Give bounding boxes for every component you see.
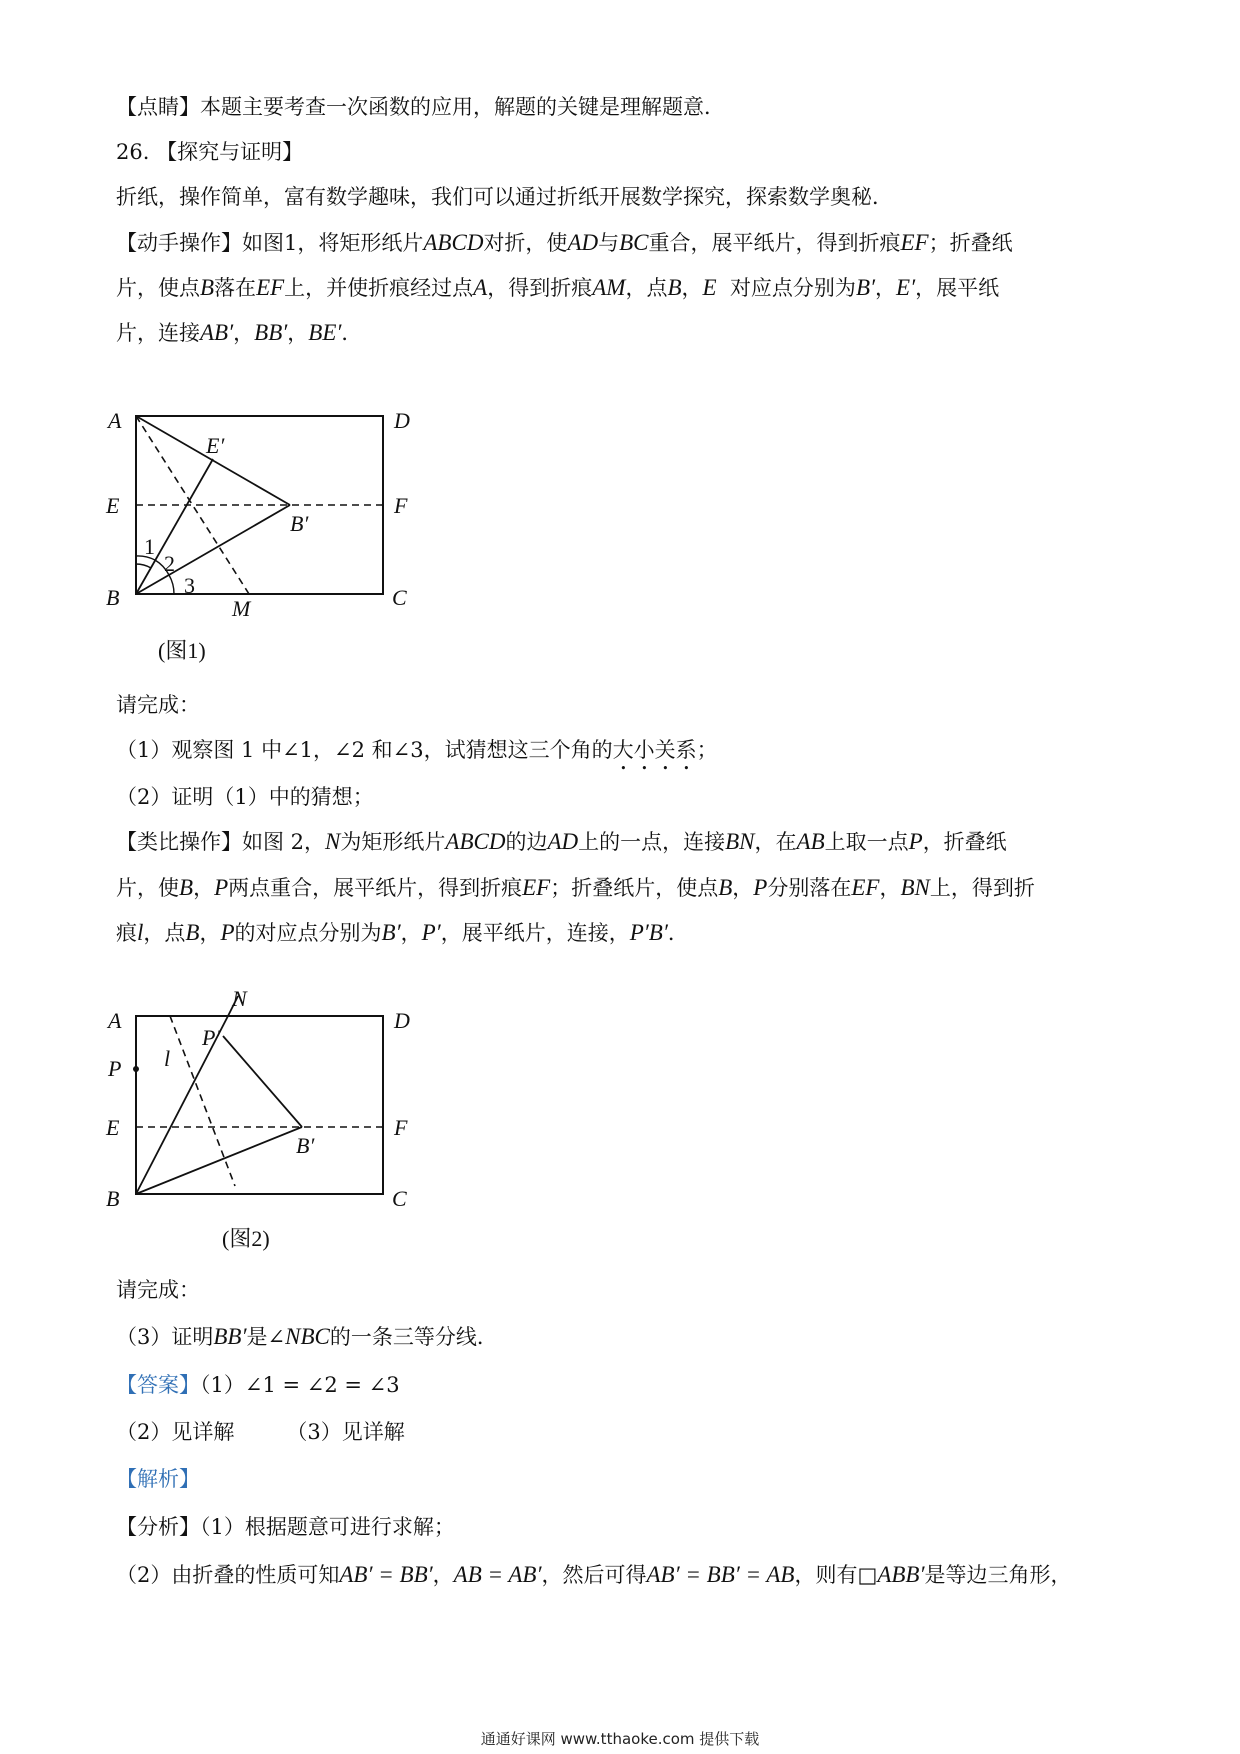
angle-label-3: 3 [184, 573, 195, 598]
label-p: P [108, 1056, 122, 1081]
text-segment: 与 [598, 231, 620, 255]
text-segment: ，点 [143, 921, 186, 945]
math-segment: B [667, 275, 682, 300]
text-segment: 的边 [505, 830, 548, 854]
math-segment: B [185, 920, 200, 945]
figure-2-caption: (图2) [222, 1226, 270, 1251]
math-segment: N [325, 829, 341, 854]
analysis-line-2 [116, 1560, 1072, 1590]
text-segment: ， [287, 321, 309, 345]
text-segment: ，折叠纸 [922, 830, 1007, 854]
text-segment: ， [233, 321, 255, 345]
text-segment: ， [732, 876, 754, 900]
angle-label-1: 1 [144, 534, 155, 559]
please-complete-text: 请完成： [116, 1278, 200, 1302]
math-segment: P′ [421, 920, 441, 945]
text-segment: ， [199, 921, 221, 945]
text-segment: 对折，使 [483, 231, 568, 255]
math-segment: A [473, 275, 488, 300]
math-segment: AB′ = BB′ = AB [646, 1562, 795, 1587]
segment-bb-prime [136, 505, 290, 594]
math-segment: B′ [855, 275, 876, 300]
text-segment: （1）观察图 1 中∠1，∠2 和∠3，试猜想这三个角的 [116, 738, 613, 762]
analogy-line-1 [116, 827, 1007, 857]
text-segment: 上取一点 [824, 830, 909, 854]
text-segment: 上的一点，连接 [578, 830, 726, 854]
text-segment: 上，并使折痕经过点 [284, 276, 474, 300]
figure-1-caption: (图1) [158, 638, 206, 663]
answer-2: （2）见详解 [116, 1420, 235, 1444]
question-2 [116, 782, 374, 812]
math-segment: P [214, 875, 229, 900]
segment-bb-prime [136, 1127, 302, 1194]
math-segment: BB′ [254, 320, 288, 345]
math-segment: BC [619, 230, 649, 255]
angle-label-2: 2 [164, 551, 175, 576]
figure-1 [100, 398, 440, 658]
analysis-tag-line [116, 1464, 200, 1494]
math-segment: BN [725, 829, 755, 854]
text-segment: 的对应点分别为 [234, 921, 382, 945]
text-segment: ，点 [625, 276, 668, 300]
math-segment: EF [256, 275, 285, 300]
emphasis-segment: 大小关系 [612, 738, 697, 762]
text-segment: 为矩形纸片 [340, 830, 446, 854]
text-segment: ；折叠纸片，使点 [550, 876, 719, 900]
segment-p-prime-b-prime [223, 1036, 302, 1127]
please-complete-1 [116, 690, 200, 720]
analogy-line-2 [116, 873, 1035, 903]
label-m: M [232, 596, 251, 621]
math-segment: l [137, 920, 144, 945]
label-a: A [108, 1008, 122, 1033]
label-p-prime: P′ [202, 1025, 221, 1050]
answer-line [116, 1370, 400, 1400]
operation-line-3 [116, 318, 362, 348]
analysis-text: 【分析】（1）根据题意可进行求解； [116, 1515, 455, 1539]
text-segment: ； [696, 738, 718, 762]
problem-heading: 26. 【探究与证明】 [116, 140, 304, 164]
text-segment: ， [432, 1563, 454, 1587]
intro-text: 折纸，操作简单，富有数学趣味，我们可以通过折纸开展数学探究，探索数学奥秘． [116, 185, 893, 209]
math-segment: B [179, 875, 194, 900]
text-segment: （2）由折叠的性质可知 [116, 1563, 340, 1587]
analysis-tag: 【解析】 [116, 1467, 200, 1491]
text-segment: 重合，展平纸片，得到折痕 [648, 231, 901, 255]
text-segment: （3）证明 [116, 1325, 214, 1349]
label-e: E [106, 493, 120, 518]
math-segment: P [908, 829, 923, 854]
note-text: 【点睛】本题主要考查一次函数的应用，解题的关键是理解题意． [116, 95, 725, 119]
math-segment: P [753, 875, 768, 900]
text-segment: 上，得到折 [929, 876, 1035, 900]
text-segment: 对应点分别为 [729, 276, 856, 300]
question-2-text: （2）证明（1）中的猜想； [116, 785, 374, 809]
label-l: l [164, 1046, 171, 1071]
math-segment: EF [900, 230, 929, 255]
math-segment: AD [547, 829, 579, 854]
math-segment: AB′ = BB′ [339, 1562, 433, 1587]
label-e: E [106, 1115, 120, 1140]
text-segment: ，展平纸 [915, 276, 1000, 300]
text-segment: ，得到折痕 [487, 276, 593, 300]
text-segment: ， [879, 876, 901, 900]
math-segment: EF [522, 875, 551, 900]
figure-2 [100, 988, 440, 1218]
math-segment: P′B′ [629, 920, 668, 945]
text-segment: ，然后可得 [541, 1563, 647, 1587]
label-b: B [106, 585, 120, 610]
analogy-line-3 [116, 918, 689, 948]
text-segment: ，展平纸片，连接， [440, 921, 630, 945]
operation-line-2 [116, 273, 999, 303]
text-segment: ． [667, 921, 689, 945]
math-segment: NBC [285, 1324, 330, 1349]
rectangle-abcd [136, 1016, 383, 1194]
footer-source: 通通好课网 www.tthaoke.com 提供下载 [480, 1730, 760, 1748]
label-f: F [394, 493, 408, 518]
answer-1: （1）∠1 = ∠2 = ∠3 [200, 1373, 400, 1397]
math-segment: AB = AB′ [453, 1562, 542, 1587]
math-segment: E [702, 275, 717, 300]
text-segment: ，则有□ [794, 1563, 878, 1587]
text-segment: 痕 [116, 921, 137, 945]
math-segment: P [220, 920, 235, 945]
label-a: A [108, 408, 122, 433]
operation-line-1 [116, 228, 1013, 258]
text-segment: 【动手操作】如图1，将矩形纸片 [116, 231, 424, 255]
text-segment: 分别落在 [767, 876, 852, 900]
analysis-line-1 [116, 1512, 455, 1542]
text-segment: ， [400, 921, 422, 945]
please-complete-text: 请完成： [116, 693, 200, 717]
label-n: N [232, 988, 247, 1011]
label-b-prime: B′ [290, 511, 309, 536]
text-segment: ， [875, 276, 897, 300]
label-d: D [394, 408, 410, 433]
question-3 [116, 1322, 498, 1352]
answer-tag: 【答案】 [116, 1373, 200, 1397]
label-f: F [394, 1115, 408, 1140]
math-segment: ABCD [445, 829, 506, 854]
question-1 [116, 735, 718, 775]
math-segment: ABB′ [877, 1562, 925, 1587]
text-segment: 是∠ [246, 1325, 286, 1349]
math-segment: EF [851, 875, 880, 900]
math-segment: ABCD [423, 230, 484, 255]
text-segment: 片，使点 [116, 276, 200, 300]
point-p [133, 1066, 139, 1072]
math-segment: AB′ [200, 320, 234, 345]
math-segment: AB [796, 829, 825, 854]
text-segment: 两点重合，展平纸片，得到折痕 [228, 876, 523, 900]
label-c: C [392, 585, 407, 610]
text-segment: ；折叠纸 [928, 231, 1013, 255]
label-e-prime: E′ [206, 433, 225, 458]
math-segment: BN [900, 875, 930, 900]
answer-line-2 [116, 1417, 405, 1447]
math-segment: BB′ [213, 1324, 247, 1349]
math-segment: E′ [896, 275, 916, 300]
math-segment: B′ [381, 920, 401, 945]
problem-number-line [116, 137, 303, 167]
text-segment: 是等边三角形， [924, 1563, 1072, 1587]
label-c: C [392, 1186, 407, 1211]
text-segment: ， [193, 876, 215, 900]
angle-arc-3 [169, 575, 174, 594]
label-b: B [106, 1186, 120, 1211]
text-segment: 的一条三等分线． [329, 1325, 498, 1349]
label-d: D [394, 1008, 410, 1033]
text-segment: 片，使 [116, 876, 179, 900]
please-complete-2 [116, 1275, 200, 1305]
text-segment: ，在 [754, 830, 797, 854]
answer-3: （3）见详解 [286, 1420, 405, 1444]
text-segment: 片，连接 [116, 321, 200, 345]
text-segment: ， [681, 276, 703, 300]
note-line [116, 92, 725, 122]
angle-arc-1 [136, 564, 151, 568]
label-b-prime: B′ [296, 1133, 315, 1158]
text-segment: 落在 [214, 276, 257, 300]
text-segment: 【类比操作】如图 2， [116, 830, 326, 854]
intro-line [116, 182, 893, 212]
math-segment: BE′ [308, 320, 342, 345]
math-segment: AM [592, 275, 626, 300]
text-segment: ． [341, 321, 363, 345]
math-segment: AD [567, 230, 599, 255]
math-segment: B [718, 875, 733, 900]
math-segment: B [200, 275, 215, 300]
